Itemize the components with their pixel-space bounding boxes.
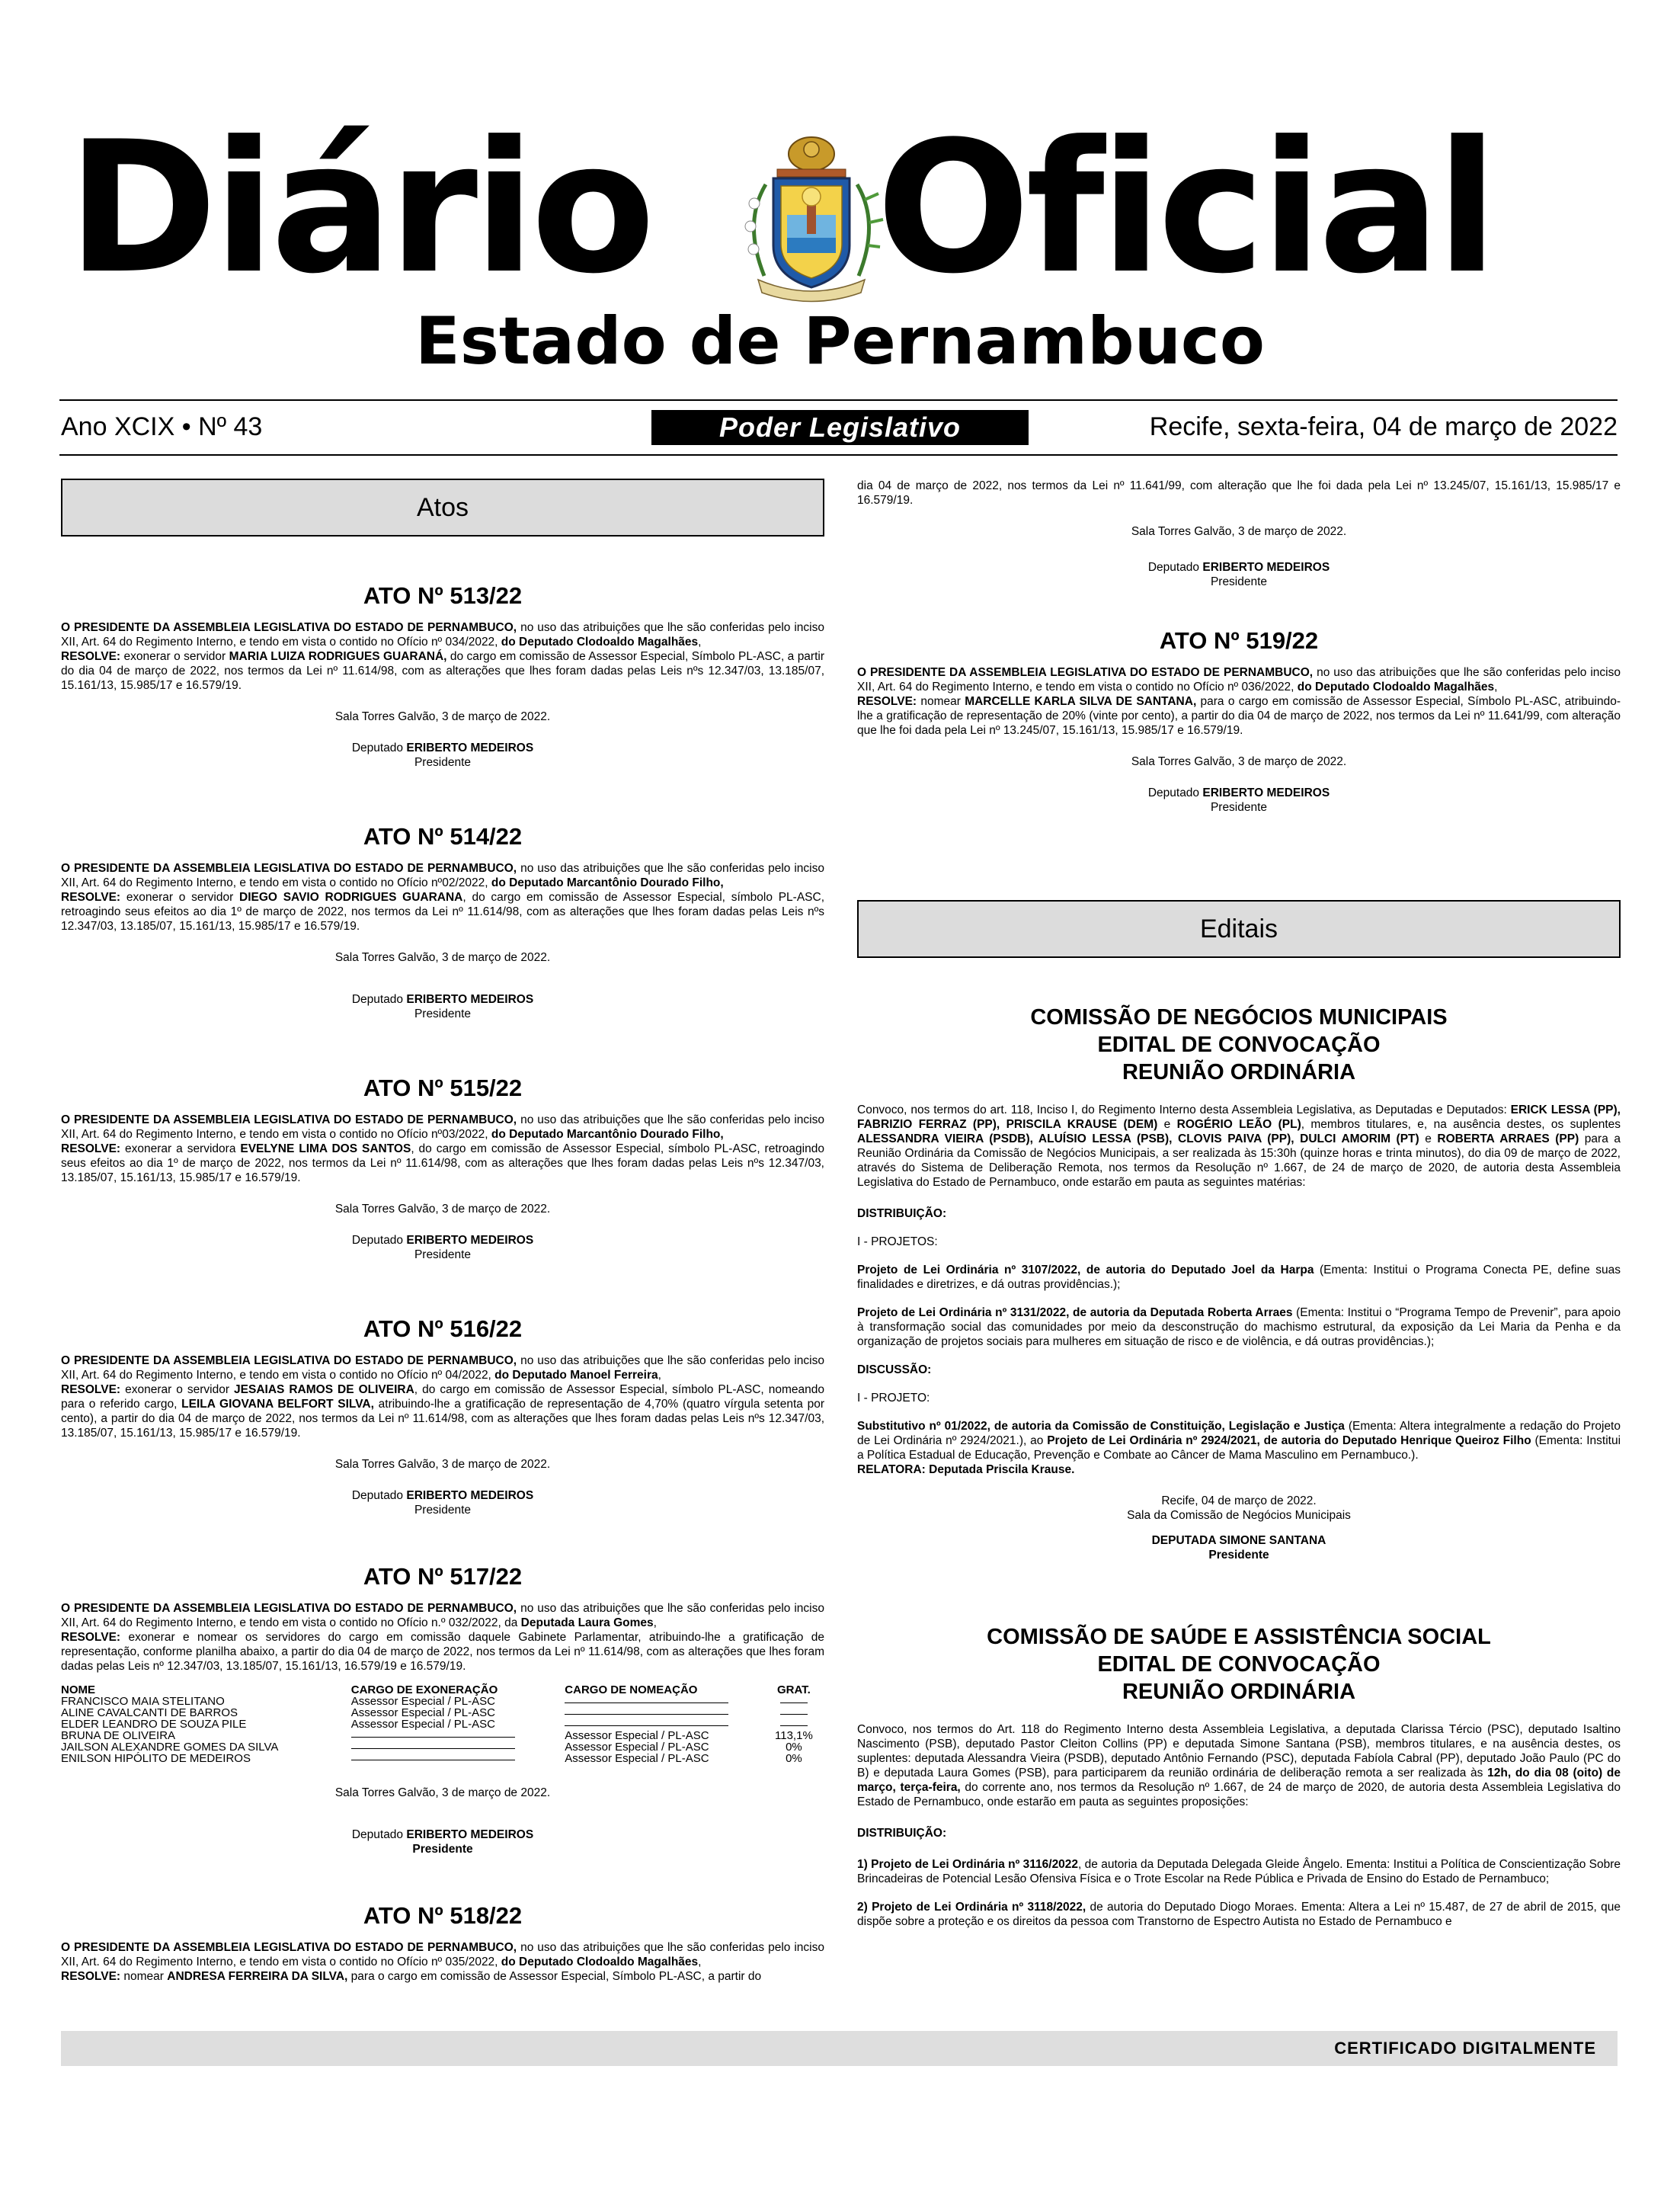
blank-line [565,1719,728,1726]
table-row [61,1741,824,1753]
blank-line [351,1730,515,1738]
masthead-title-right: Oficial [876,103,1494,314]
table-row [61,1730,824,1741]
edital-2-projeto-2: 2) Projeto de Lei Ordinária nº 3118/2022, de autoria do Deputado Diogo Moraes. Ementa: Altera a Lei nº 15.487, de 27 de abril de 2015, que dispõe sobre a proteção e os direitos da pessoa com Transtorno de Espectro Autista no Estado de Pernambuco e [857,1901,1621,1928]
blank-line [351,1741,515,1749]
blank-line [565,1696,728,1703]
masthead-top-rule [59,399,1618,401]
ato-517-signature: Deputado ERIBERTO MEDEIROS Presidente [351,1828,534,1856]
ato-519-signature: Deputado ERIBERTO MEDEIROS Presidente [1147,786,1330,814]
edital-1-title-committee: COMISSÃO DE NEGÓCIOS MUNICIPAIS [1030,1005,1448,1030]
table-cell-nome: JAILSON ALEXANDRE GOMES DA SILVA [61,1741,279,1754]
blank-line [351,1753,515,1760]
ato-519-sala: Sala Torres Galvão, 3 de março de 2022. [1131,755,1347,768]
edital-1-title-meeting: REUNIÃO ORDINÁRIA [1122,1060,1356,1084]
blank-line [780,1696,808,1703]
ato-518-title: ATO Nº 518/22 [363,1902,523,1929]
edital-1-projeto-label: I - PROJETO: [857,1392,930,1405]
branch-banner: Poder Legislativo [651,410,1029,445]
ato-518-sala: Sala Torres Galvão, 3 de março de 2022. [1131,525,1347,538]
edital-1-heading [857,1004,1621,1086]
ato-513-body: O PRESIDENTE DA ASSEMBLEIA LEGISLATIVA DO ESTADO DE PERNAMBUCO, no uso das atribuições que lhe são conferidas pelo inciso XII, Art. 64 do Regimento Interno, e tendo em vista o contido no Ofício nº 034/2022, do Deputado Clodoaldo Magalhães, RESOLVE: exonerar o servidor MARIA LUIZA RODRIGUES GUARANÁ, do cargo em comissão de Assessor Especial, Símbolo PL-ASC, a partir do dia 04 de março de 2022, nos termos da Lei nº 11.614/98, com as alterações que lhes foram dadas pelas Leis nºs 12.347/03, 13.185/07, 15.161/13, 15.985/17 e 16.579/19. [61,621,825,692]
footer-bar [61,2031,1618,2066]
masthead-subtitle: Estado de Pernambuco [415,303,1265,380]
ato-515-title: ATO Nº 515/22 [363,1075,523,1101]
table-cell-nomeacao: Assessor Especial / PL-ASC [565,1741,709,1754]
ato-514-body: O PRESIDENTE DA ASSEMBLEIA LEGISLATIVA DO ESTADO DE PERNAMBUCO, no uso das atribuições que lhe são conferidas pelo inciso XII, Art. 64 do Regimento Interno, e tendo em vista o contido no Ofício nº02/2022, do Deputado Marcantônio Dourado Filho, RESOLVE: exonerar o servidor DIEGO SAVIO RODRIGUES GUARANA, do cargo em comissão de Assessor Especial, símbolo PL-ASC, retroagindo seus efeitos ao dia 1º de março de 2022, nos termos da Lei nº 11.614/98, com as alterações que lhes foram dadas pelas Leis nºs 12.347/03, 13.185/07, 15.161/13, 15.985/17 e 16.579/19. [61,862,825,933]
ato-518-signature: Deputado ERIBERTO MEDEIROS Presidente [1147,561,1330,588]
ato-514-sala: Sala Torres Galvão, 3 de março de 2022. [334,951,551,964]
table-row [61,1753,824,1764]
ato-515-body: O PRESIDENTE DA ASSEMBLEIA LEGISLATIVA DO ESTADO DE PERNAMBUCO, no uso das atribuições que lhe são conferidas pelo inciso XII, Art. 64 do Regimento Interno, e tendo em vista o contido no Ofício nº03/2022, do Deputado Marcantônio Dourado Filho, RESOLVE: exonerar a servidora EVELYNE LIMA DOS SANTOS, do cargo em comissão de Assessor Especial, símbolo PL-ASC, retroagindo seus efeitos ao dia 1º de março de 2022, nos termos da Lei nº 11.614/98, com as alterações que lhes foram dadas pelas Leis nºs 12.347/03, 13.185/07, 15.161/13, 15.985/17 e 16.579/19. [61,1113,824,1184]
edital-1-discussao: DISCUSSÃO: [857,1363,932,1376]
ato-517-table-header [61,1684,824,1696]
ato-515-sala: Sala Torres Galvão, 3 de março de 2022. [334,1203,551,1216]
table-row [61,1696,824,1707]
ato-519-body: O PRESIDENTE DA ASSEMBLEIA LEGISLATIVA DO ESTADO DE PERNAMBUCO, no uso das atribuições que lhe são conferidas pelo inciso XII, Art. 64 do Regimento Interno, e tendo em vista o contido no Ofício nº 036/2022, do Deputado Clodoaldo Magalhães, RESOLVE: nomear MARCELLE KARLA SILVA DE SANTANA, para o cargo em comissão de Assessor Especial, Símbolo PL-ASC, atribuindo-lhe a gratificação de representação de 20% (vinte por cento), a partir do dia 04 de março de 2022, nos termos da Lei nº 11.641/99, com alteração que lhe foi dada pela Lei nº 13.245/07, 15.161/13, 15.985/17 e 16.579/19. [857,666,1621,737]
ato-517-sala: Sala Torres Galvão, 3 de março de 2022. [334,1786,551,1799]
table-cell-nome: FRANCISCO MAIA STELITANO [61,1695,225,1708]
table-row [61,1719,824,1730]
edital-2-title-meeting: REUNIÃO ORDINÁRIA [1122,1680,1356,1704]
edital-1-substitutivo: Substitutivo nº 01/2022, de autoria da Comissão de Constituição, Legislação e Justiça (Ementa: Altera integralmente a redação do Projeto de Lei Ordinária nº 2924/2021.), ao Projeto de Lei Ordinária nº 2924/2021, de autoria do Deputado Henrique Queiroz Filho (Ementa: Institui a Política Estadual de Educação, Prevenção e Combate ao Câncer de Mama Masculino em Pernambuco.). RELATORA: Deputada Priscila Krause. [857,1420,1621,1476]
ato-516-sala: Sala Torres Galvão, 3 de março de 2022. [334,1458,551,1471]
table-row [61,1707,824,1719]
ato-513-signature: Deputado ERIBERTO MEDEIROS Presidente [351,742,534,769]
ato-519-title: ATO Nº 519/22 [1159,627,1319,654]
edital-2-heading [857,1623,1621,1706]
ato-516-body: O PRESIDENTE DA ASSEMBLEIA LEGISLATIVA DO ESTADO DE PERNAMBUCO, no uso das atribuições que lhe são conferidas pelo inciso XII, Art. 64 do Regimento Interno, e tendo em vista o contido no Ofício nº 04/2022, do Deputado Manoel Ferreira, RESOLVE: exonerar o servidor JESAIAS RAMOS DE OLIVEIRA, do cargo em comissão de Assessor Especial, símbolo PL-ASC, nomeando para o referido cargo, LEILA GIOVANA BELFORT SILVA, atribuindo-lhe a gratificação de representação de 4,70% (quatro vírgula setenta por cento), a partir do dia 04 de março de 2022, nos termos da Lei nº 11.614/98, com as alterações que lhes foram dadas pelas Leis nºs 12.347/03, 13.185/07, 15.161/13, 15.985/17 e 16.579/19. [61,1354,824,1440]
edital-1-projetos: I - PROJETOS: [857,1235,938,1248]
table-cell-nome: ALINE CAVALCANTI DE BARROS [61,1706,238,1719]
right-column [857,479,1621,1929]
table-cell-nome: BRUNA DE OLIVEIRA [61,1729,176,1742]
issue-number: Ano XCIX • Nº 43 [61,412,263,441]
issue-date: Recife, sexta-feira, 04 de março de 2022 [1149,412,1618,441]
masthead [0,0,1680,457]
edital-1-date: Recife, 04 de março de 2022. Sala da Comissão de Negócios Municipais [1127,1494,1351,1522]
table-cell-exoneracao: Assessor Especial / PL-ASC [350,1706,495,1719]
edital-1-signature: DEPUTADA SIMONE SANTANA Presidente [1151,1534,1326,1562]
ato-516-title: ATO Nº 516/22 [363,1315,523,1342]
blank-line [565,1707,728,1715]
digital-certification-label: CERTIFICADO DIGITALMENTE [1334,2039,1596,2058]
edital-1-projeto-1: Projeto de Lei Ordinária nº 3107/2022, de autoria do Deputado Joel da Harpa (Ementa: Institui o Programa Conecta PE, define suas finalidades e diretrizes, e dá outras providências.); [857,1264,1621,1291]
table-cell-nomeacao: Assessor Especial / PL-ASC [565,1729,709,1742]
edital-1-distribuicao: DISTRIBUIÇÃO: [857,1207,947,1220]
ato-518-continuation: dia 04 de março de 2022, nos termos da Lei nº 11.641/99, com alteração que lhe foi dada pela Lei nº 13.245/07, 15.161/13, 15.985/17 e 16.579/19. [857,479,1621,507]
blank-line [780,1719,808,1726]
edital-2-intro: Convoco, nos termos do Art. 118 do Regimento Interno desta Assembleia Legislativa, a deputada Clarissa Tércio (PSC), deputado Isaltino Nascimento (PSB), deputado Pastor Cleiton Collins (PP) e deputada Simone Santana (PSB), membros titulares, e na ausência destes, os suplentes: deputada Alessandra Vieira (PSDB), deputado Antônio Fernando (PSC), deputada Fabíola Cabral (PP), deputado João Paulo (PC do B) e deputada Laura Gomes (PSB), para participarem da reunião ordinária de deliberação remota a ser realizada às 12h, do dia 08 (oito) de março, terça-feira, do corrente ano, nos termos da Resolução nº 1.667, de 24 de março de 2020, de autoria desta Assembleia Legislativa do Estado de Pernambuco, onde estarão em pauta as seguintes proposições: [857,1723,1621,1808]
col-header-exoneracao: CARGO DE EXONERAÇÃO [350,1683,498,1696]
section-header-atos: Atos [61,479,824,537]
table-cell-nomeacao: Assessor Especial / PL-ASC [565,1752,709,1765]
masthead-title-left: Diário [67,103,651,314]
table-cell-grat: 0% [786,1741,802,1754]
col-header-grat: GRAT. [776,1683,811,1696]
left-column [61,479,824,1984]
table-cell-exoneracao: Assessor Especial / PL-ASC [350,1718,495,1731]
edital-1-intro: Convoco, nos termos do art. 118, Inciso I, do Regimento Interno desta Assembleia Legislativa, as Deputadas e Deputados: ERICK LESSA (PP), FABRIZIO FERRAZ (PP), PRISCILA KRAUSE (DEM) e ROGÉRIO LEÃO (PL), membros titulares, e, na ausência destes, os suplentes ALESSANDRA VIEIRA (PSDB), ALUÍSIO LESSA (PSB), CLOVIS PAIVA (PP), DULCI AMORIM (PT) e ROBERTA ARRAES (PP) para a Reunião Ordinária da Comissão de Negócios Municipais, a ser realizada às 15:30h (quinze horas e trinta minutos), do dia 09 de março de 2022, através do Sistema de Deliberação Remota, nos termos da Resolução nº 1.667, de 24 de março de 2020, de autoria desta Assembleia Legislativa do Estado de Pernambuco, onde estarão em pauta as seguintes matérias: [857,1104,1621,1189]
table-cell-nome: ENILSON HIPÓLITO DE MEDEIROS [61,1752,251,1765]
edital-2-title-committee: COMISSÃO DE SAÚDE E ASSISTÊNCIA SOCIAL [987,1625,1491,1649]
ato-513-title: ATO Nº 513/22 [363,582,523,609]
ato-514-signature: Deputado ERIBERTO MEDEIROS Presidente [351,993,534,1020]
ato-517-body: O PRESIDENTE DA ASSEMBLEIA LEGISLATIVA DO ESTADO DE PERNAMBUCO, no uso das atribuições que lhe são conferidas pelo inciso XII, Art. 64 do Regimento Interno, e tendo em vista o contido no Ofício n.º 032/2022, da Deputada Laura Gomes, RESOLVE: exonerar e nomear os servidores do cargo em comissão daquele Gabinete Parlamentar, atribuindo-lhe a gratificação de representação, conforme planilha abaixo, a partir do dia 04 de março de 2022, nos termos da Lei nº 11.614/98, com as alterações que lhes foram dadas pelas Leis nº 12.347/03, 13.185/07, 15.161/13, 16.579/19 e 16.579/19. [61,1602,824,1673]
table-cell-exoneracao: Assessor Especial / PL-ASC [350,1695,495,1708]
edital-2-title-edital: EDITAL DE CONVOCAÇÃO [1097,1652,1381,1677]
table-cell-grat: 113,1% [775,1729,813,1742]
pernambuco-coat-of-arms-icon [735,131,888,303]
ato-517-table [61,1684,824,1764]
col-header-nomeacao: CARGO DE NOMEAÇÃO [565,1683,698,1696]
ato-513-sala: Sala Torres Galvão, 3 de março de 2022. [334,710,551,723]
ato-514-title: ATO Nº 514/22 [363,823,523,850]
masthead-bottom-rule [59,454,1618,456]
edital-2-distribuicao: DISTRIBUIÇÃO: [857,1827,947,1840]
table-cell-nome: ELDER LEANDRO DE SOUZA PILE [61,1718,247,1731]
ato-515-signature: Deputado ERIBERTO MEDEIROS Presidente [351,1234,534,1261]
ato-517-title: ATO Nº 517/22 [363,1563,523,1590]
col-header-nome: NOME [61,1683,95,1696]
blank-line [780,1707,808,1715]
edital-2-projeto-1: 1) Projeto de Lei Ordinária nº 3116/2022, de autoria da Deputada Delegada Gleide Ângelo. Ementa: Institui a Política de Conscientização Sobre Brincadeiras de Potencial Lesão Ofensiva Física e o Trote Escolar na Rede Pública e Privada de Ensino do Estado de Pernambuco; [857,1858,1621,1885]
table-cell-grat: 0% [786,1752,802,1765]
ato-518-body: O PRESIDENTE DA ASSEMBLEIA LEGISLATIVA DO ESTADO DE PERNAMBUCO, no uso das atribuições que lhe são conferidas pelo inciso XII, Art. 64 do Regimento Interno, e tendo em vista o contido no Ofício nº 035/2022, do Deputado Clodoaldo Magalhães, RESOLVE: nomear ANDRESA FERREIRA DA SILVA, para o cargo em comissão de Assessor Especial, Símbolo PL-ASC, a partir do [61,1941,824,1983]
edital-1-projeto-2: Projeto de Lei Ordinária nº 3131/2022, de autoria da Deputada Roberta Arraes (Ementa: Institui o “Programa Tempo de Prevenir”, para apoio à transformação social das comunidades por meio da desconstrução do machismo estrutural, da exposição da Lei Maria da Penha e da organização de projetos sociais para mulheres em situação de risco e de violência, e dá outras providências.); [857,1306,1621,1348]
ato-516-signature: Deputado ERIBERTO MEDEIROS Presidente [351,1489,534,1517]
edital-1-title-edital: EDITAL DE CONVOCAÇÃO [1097,1033,1381,1057]
section-header-editais: Editais [857,900,1621,958]
